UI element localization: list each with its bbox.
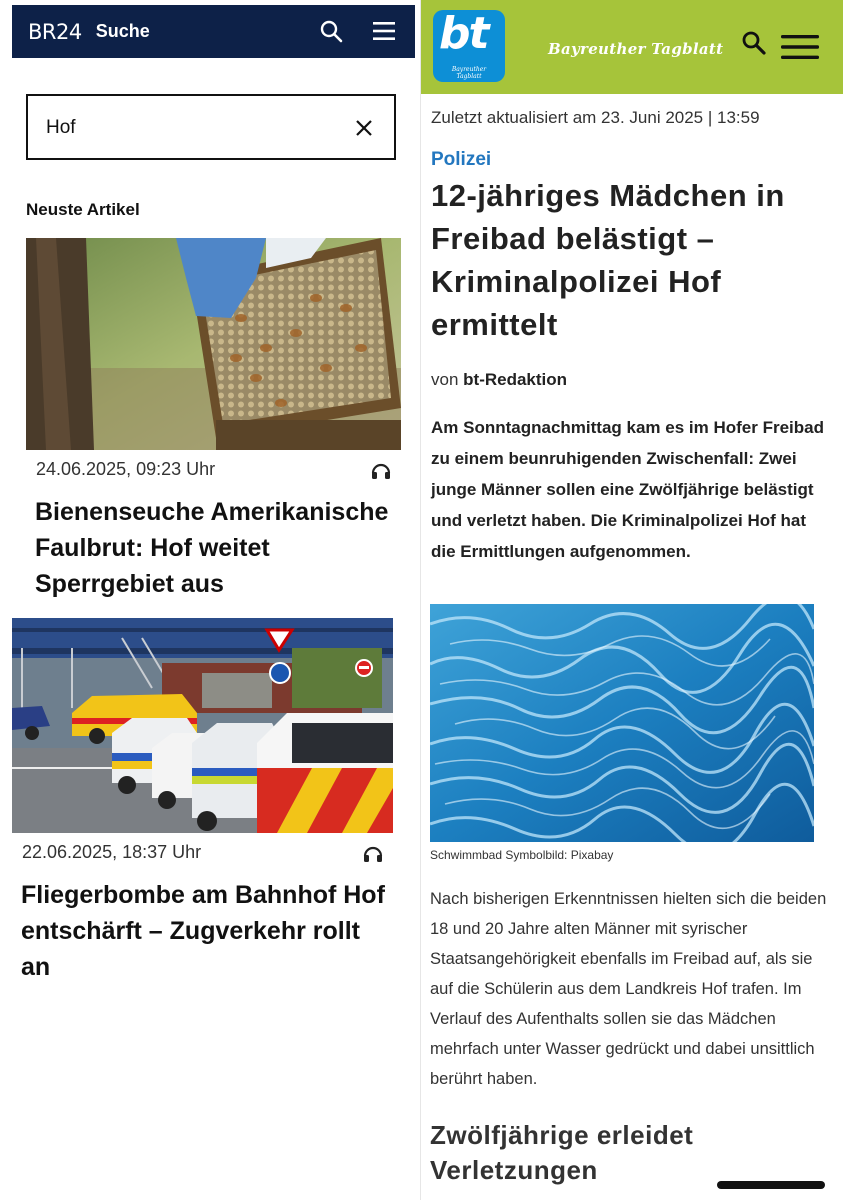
search-input[interactable]: [46, 114, 326, 142]
hamburger-menu-icon[interactable]: [781, 34, 819, 60]
article-lead: Am Sonntagnachmittag kam es im Hofer Freibad zu einem beunruhigenden Zwischenfall: Zwei junge Männer sollen eine Zwölfjährige belästigt und verletzt haben. Die Kriminalpolizei Hof hat die Ermittlungen aufgenommen.: [431, 418, 824, 561]
category-label[interactable]: Polizei: [431, 149, 492, 170]
article-date: 24.06.2025, 09:23 Uhr: [36, 459, 216, 479]
bt-header: [421, 0, 843, 94]
byline-author[interactable]: bt-Redaktion: [463, 370, 568, 389]
bt-logo-text: bt: [439, 8, 488, 59]
article-image-beekeeping[interactable]: [26, 238, 401, 450]
br24-logo[interactable]: BR24: [28, 19, 82, 44]
byline: [431, 370, 567, 390]
article-image-emergency-vehicles[interactable]: [12, 618, 393, 833]
search-icon[interactable]: [741, 30, 767, 56]
article-image-pool-water[interactable]: [430, 604, 814, 842]
bt-logo[interactable]: [433, 10, 505, 82]
page-title: Suche: [95, 21, 150, 41]
bt-logo-subtext: Bayreuther Tagblatt: [451, 66, 487, 80]
article-subheading: Zwölfjährige erleidet Verletzungen: [430, 1120, 694, 1185]
close-icon[interactable]: [354, 118, 374, 138]
br24-header: [12, 5, 415, 58]
article-body: Nach bisherigen Erkenntnissen hielten sich die beiden 18 und 20 Jahre alten Männer mit syrischer Staatsangehörigkeit ebenfalls im Freibad auf, als sie auf die Schülerin aus dem Landkreis Hof trafen. Im Verlauf des Aufenthalts sollen sie das Mädchen mehrfach unter Wasser gedrückt und dabei unsittlich berührt haben.: [430, 890, 827, 1088]
section-title: Neuste Artikel: [26, 200, 140, 219]
article-title[interactable]: Bienenseuche Amerikanische Faulbrut: Hof weitet Sperrgebiet aus: [35, 498, 389, 598]
headphones-icon[interactable]: [370, 460, 392, 480]
home-indicator[interactable]: [717, 1181, 825, 1189]
site-name: Bayreuther Tagblatt: [548, 40, 724, 58]
br24-search-panel: [0, 0, 420, 1200]
headphones-icon[interactable]: [362, 843, 384, 863]
article-title[interactable]: Fliegerbombe am Bahnhof Hof entschärft – Zugverkehr rollt an: [21, 881, 385, 981]
last-updated: Zuletzt aktualisiert am 23. Juni 2025 | 13:59: [431, 108, 760, 127]
hamburger-menu-icon[interactable]: [373, 21, 395, 41]
search-icon[interactable]: [319, 19, 343, 43]
byline-prefix: von: [431, 370, 459, 389]
article-headline: 12-jähriges Mädchen in Freibad belästigt – Kriminalpolizei Hof ermittelt: [431, 178, 785, 342]
bt-article-panel: [421, 0, 843, 1200]
image-caption: Schwimmbad Symbolbild: Pixabay: [430, 848, 614, 862]
article-date: 22.06.2025, 18:37 Uhr: [22, 842, 202, 862]
search-box: [26, 94, 396, 160]
